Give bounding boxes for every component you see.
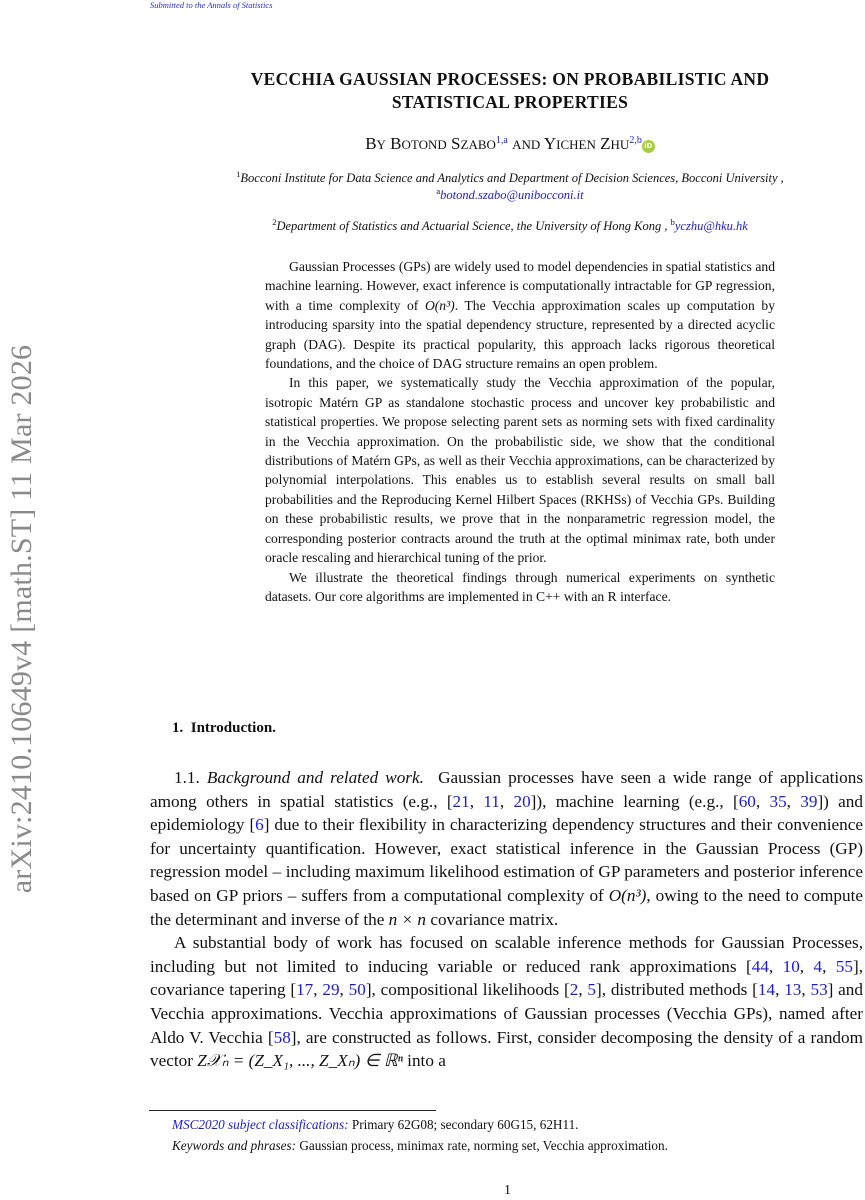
- arxiv-stamp: arXiv:2410.10649v4 [math.ST] 11 Mar 2026: [5, 344, 38, 894]
- footnotes: [172, 1114, 668, 1156]
- body-paragraph-1: 1.1. Background and related work. Gaussian processes have seen a wide range of applications among others in spatial statistics (e.g., [21, 11, 20]), machine learning (e.g., [60, 35, 39]) and epidemiology [6] due to their flexibility in characterizing dependency structures and their convenience for uncertainty quantification. However, exact statistical inference in the Gaussian Process (GP) regression model – including maximum likelihood estimation of GP parameters and posterior inference based on GP priors – suffers from a computational complexity of O(n³), owing to the need to compute the determinant and inverse of the n × n covariance matrix.: [150, 768, 864, 929]
- keywords: Keywords and phrases: Gaussian process, minimax rate, norming set, Vecchia approximation.: [172, 1138, 668, 1153]
- citation-link[interactable]: 50: [348, 980, 366, 1000]
- citation-link[interactable]: 5: [587, 980, 596, 1000]
- abstract-paragraph-1: Gaussian Processes (GPs) are widely used to model dependencies in spatial statistics and machine learning. However, exact inference is computationally intractable for GP regression, with a time complexity of O(n³). The Vecchia approximation scales up computation by introducing sparsity into the spatial dependency structure, represented by a directed acyclic graph (DAG). Despite its practical popularity, this approach lacks rigorous theoretical foundations, and the choice of DAG structure remains an open problem.: [265, 259, 775, 372]
- affiliation-2: $^2$Department of Statistics and Actuarial Science, the University of Hong Kong , $^b$yczhu@hku.hk: [272, 217, 748, 233]
- abstract-paragraph-3: We illustrate the theoretical findings through numerical experiments on synthetic datasets. Our core algorithms are implemented in C++ with an R interface.: [265, 569, 775, 604]
- author-botond-szabo: BOTOND SZABO: [390, 134, 496, 153]
- citation-link[interactable]: 58: [273, 1027, 291, 1047]
- citation-link[interactable]: 14: [757, 980, 776, 1000]
- citation-link[interactable]: 2: [569, 980, 579, 1000]
- msc-classification: MSC2020 subject classifications: Primary 62G08; secondary 60G15, 62H11.: [172, 1117, 579, 1132]
- page-number: 1: [504, 1183, 511, 1198]
- citation-link[interactable]: 53: [810, 980, 828, 1000]
- citation-link[interactable]: 44: [751, 956, 769, 976]
- orcid-icon[interactable]: iD: [642, 140, 655, 153]
- citation-link[interactable]: 29: [322, 980, 340, 1000]
- author1-affil-link[interactable]: 1,a: [495, 135, 508, 146]
- body-text: [150, 766, 863, 1073]
- citation-link[interactable]: 60: [738, 791, 756, 811]
- authors-line: BY BOTOND SZABO$^{1,a}$ AND YICHEN ZHU$^{2,b}$ iD: [170, 134, 850, 154]
- msc-link[interactable]: MSC2020 subject classifications:: [172, 1117, 349, 1132]
- section-heading-introduction: 1. Introduction.: [172, 720, 276, 736]
- journal-note[interactable]: Submitted to the Annals of Statistics: [150, 0, 273, 10]
- email-link-szabo[interactable]: botond.szabo@unibocconi.it: [440, 188, 584, 202]
- citation-link[interactable]: 35: [769, 791, 787, 811]
- citation-link[interactable]: 4: [813, 956, 823, 976]
- affiliation-1: $^1$Bocconi Institute for Data Science and Analytics and Department of Decision Sciences, Bocconi University , $^a$botond.szabo@unibocconi.it: [236, 169, 784, 202]
- citation-link[interactable]: 6: [255, 815, 264, 835]
- citation-link[interactable]: 39: [800, 791, 818, 811]
- citation-link[interactable]: 17: [296, 980, 314, 1000]
- paper-title: [170, 68, 850, 114]
- citation-link[interactable]: 13: [784, 980, 802, 1000]
- citation-link[interactable]: 21: [452, 791, 470, 811]
- author-yichen-zhu: YICHEN ZHU: [543, 134, 630, 153]
- email-link-zhu[interactable]: yczhu@hku.hk: [674, 219, 748, 233]
- title-line-2: STATISTICAL PROPERTIES: [391, 92, 629, 112]
- citation-link[interactable]: 10: [782, 956, 800, 976]
- title-line-1: VECCHIA GAUSSIAN PROCESSES: ON PROBABILISTIC AND: [250, 69, 770, 89]
- citation-link[interactable]: 20: [513, 791, 531, 811]
- abstract-paragraph-2: In this paper, we systematically study the Vecchia approximation of the popular, isotropic Matérn GP as standalone stochastic process and uncover key probabilistic and statistical properties. We propose selecting parent sets as norming sets with fixed cardinality in the Vecchia approximation. On the probabilistic side, we show that the conditional distributions of Matérn GPs, as well as their Vecchia approximations, can be characterized by polynomial interpolations. This enables us to establish several results on small ball probabilities and the Reproducing Kernel Hilbert Spaces (RKHSs) of Vecchia GPs. Building on these probabilistic results, we prove that in the nonparametric regression model, the corresponding posterior contracts around the truth at the optimal minimax rate, both under oracle rescaling and hierarchical tuning of the prior.: [265, 375, 775, 566]
- citation-link[interactable]: 11: [483, 791, 500, 811]
- abstract: [265, 257, 775, 606]
- footnote-rule: [149, 1110, 436, 1111]
- body-paragraph-2: A substantial body of work has focused on scalable inference methods for Gaussian Processes, including but not limited to inducing variable or reduced rank approximations [44, 10, 4, 55], covariance tapering [17, 29, 50], compositional likelihoods [2, 5], distributed methods [14, 13, 53] and Vecchia approximations. Vecchia approximations of Gaussian processes (Vecchia GPs), named after Aldo V. Vecchia [58], are constructed as follows. First, consider decomposing the density of a random vector Z𝒳ₙ = (Z_X₁, ..., Z_Xₙ) ∈ ℝⁿ into a: [150, 933, 864, 1071]
- citation-link[interactable]: 55: [835, 956, 853, 976]
- subsection-title: Background and related work.: [206, 768, 424, 787]
- author2-affil-link[interactable]: 2,b: [629, 135, 642, 146]
